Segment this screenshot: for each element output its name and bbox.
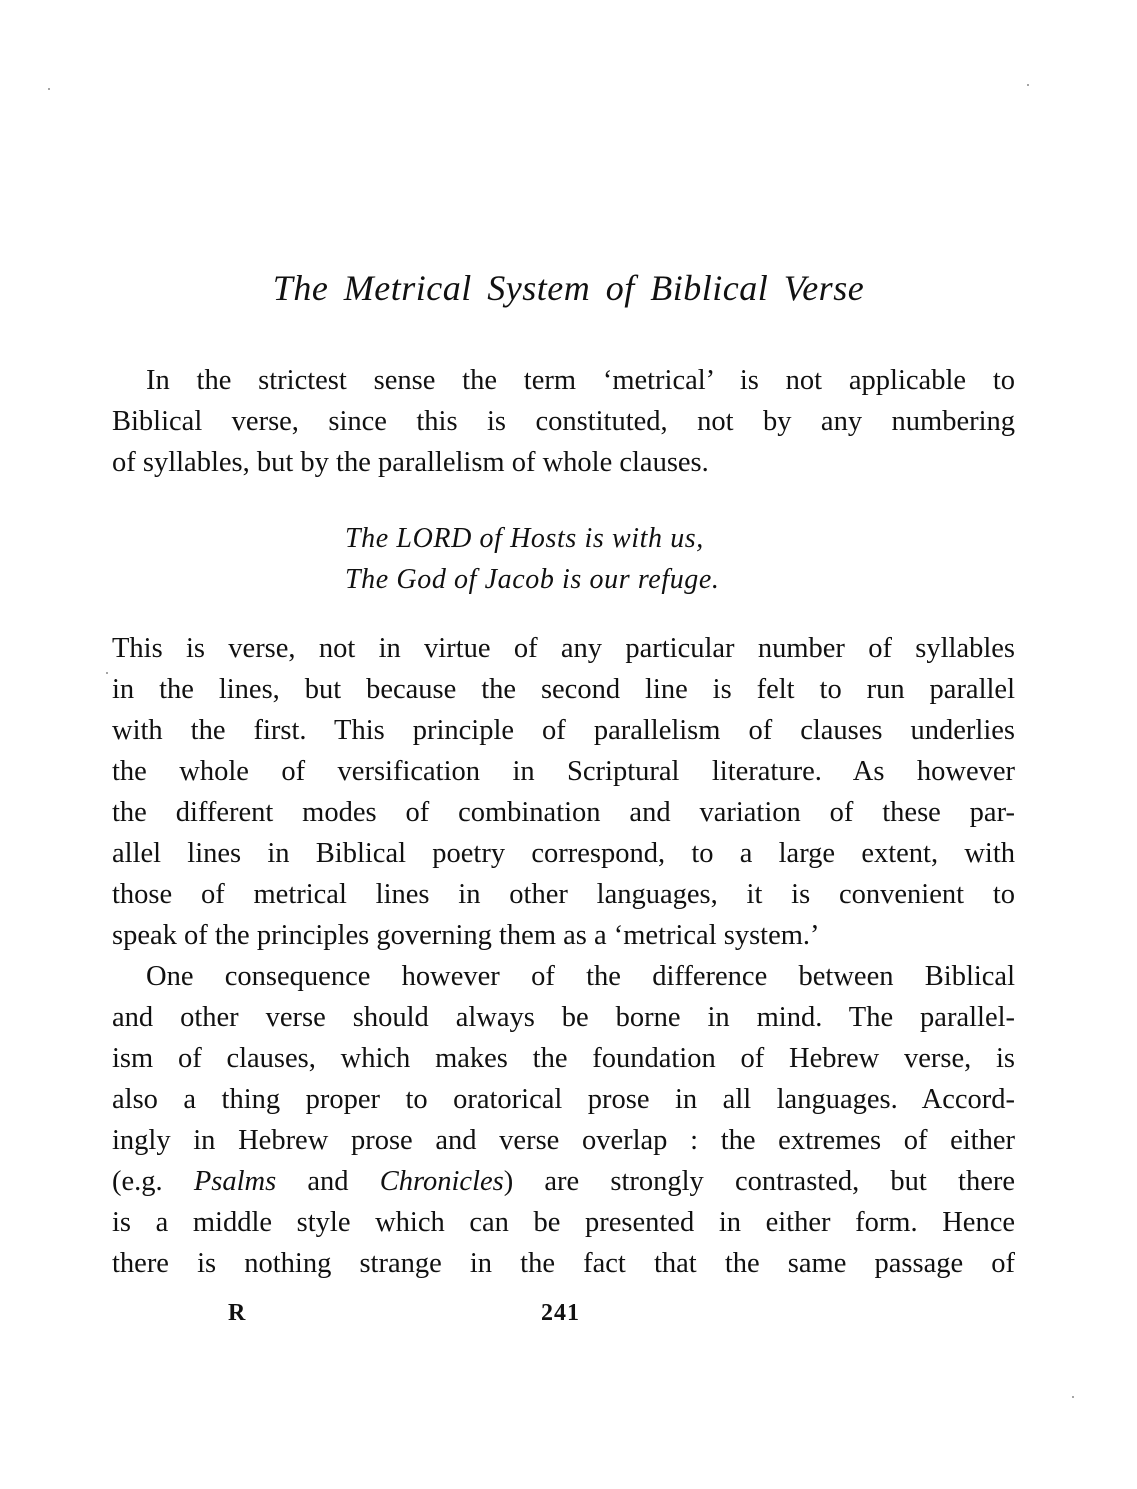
verse-quotation xyxy=(345,518,720,600)
text-line: the whole of versification in Scriptural literature. As however xyxy=(112,756,1015,787)
text-line: In the strictest sense the term ‘metrical’ is not applicable to xyxy=(146,365,1015,396)
scan-speck xyxy=(48,88,50,90)
text-fragment: and xyxy=(276,1166,380,1197)
scan-speck xyxy=(106,672,108,674)
scan-speck xyxy=(1027,84,1029,86)
chapter-title: The Metrical System of Biblical Verse xyxy=(272,268,865,308)
text-line: there is nothing strange in the fact that the same passage of xyxy=(112,1248,1015,1279)
text-line: This is verse, not in virtue of any particular number of syllables xyxy=(112,633,1015,664)
text-line: those of metrical lines in other languages, it is convenient to xyxy=(112,879,1015,910)
verse-line: The LORD of Hosts is with us, xyxy=(345,523,704,554)
text-line: One consequence however of the difference between Biblical xyxy=(146,961,1015,992)
verse-line: The God of Jacob is our refuge. xyxy=(345,564,720,595)
paragraph-parallelism xyxy=(112,628,1015,956)
text-line: allel lines in Biblical poetry correspond, to a large extent, with xyxy=(112,838,1015,869)
page-number: 241 xyxy=(541,1300,580,1326)
text-line: in the lines, but because the second line is felt to run parallel xyxy=(112,674,1015,705)
text-line: with the first. This principle of parallelism of clauses underlies xyxy=(112,715,1015,746)
signature-mark: R xyxy=(228,1300,246,1326)
text-line: ingly in Hebrew prose and verse overlap : the extremes of either xyxy=(112,1125,1015,1156)
text-line: is a middle style which can be presented in either form. Hence xyxy=(112,1207,1015,1238)
text-line: of syllables, but by the parallelism of whole clauses. xyxy=(112,447,709,478)
italic-title-psalms: Psalms xyxy=(193,1166,277,1197)
paragraph-intro xyxy=(112,360,1015,483)
text-line: speak of the principles governing them as a ‘metrical system.’ xyxy=(112,920,820,951)
italic-title-chronicles: Chronicles xyxy=(379,1166,504,1197)
text-line: Biblical verse, since this is constituted, not by any numbering xyxy=(112,406,1015,437)
text-line: also a thing proper to oratorical prose in all languages. Accord- xyxy=(112,1084,1015,1115)
paragraph-consequence xyxy=(112,956,1015,1284)
text-fragment: ) are strongly contrasted, but there xyxy=(503,1166,1015,1197)
text-fragment: (e.g. xyxy=(112,1166,194,1197)
text-line: the different modes of combination and variation of these par- xyxy=(112,797,1015,828)
text-line: and other verse should always be borne in mind. The parallel- xyxy=(112,1002,1015,1033)
scan-speck xyxy=(1072,1396,1074,1398)
text-line: ism of clauses, which makes the foundation of Hebrew verse, is xyxy=(112,1043,1015,1074)
text-line-with-italics xyxy=(112,1161,1015,1202)
